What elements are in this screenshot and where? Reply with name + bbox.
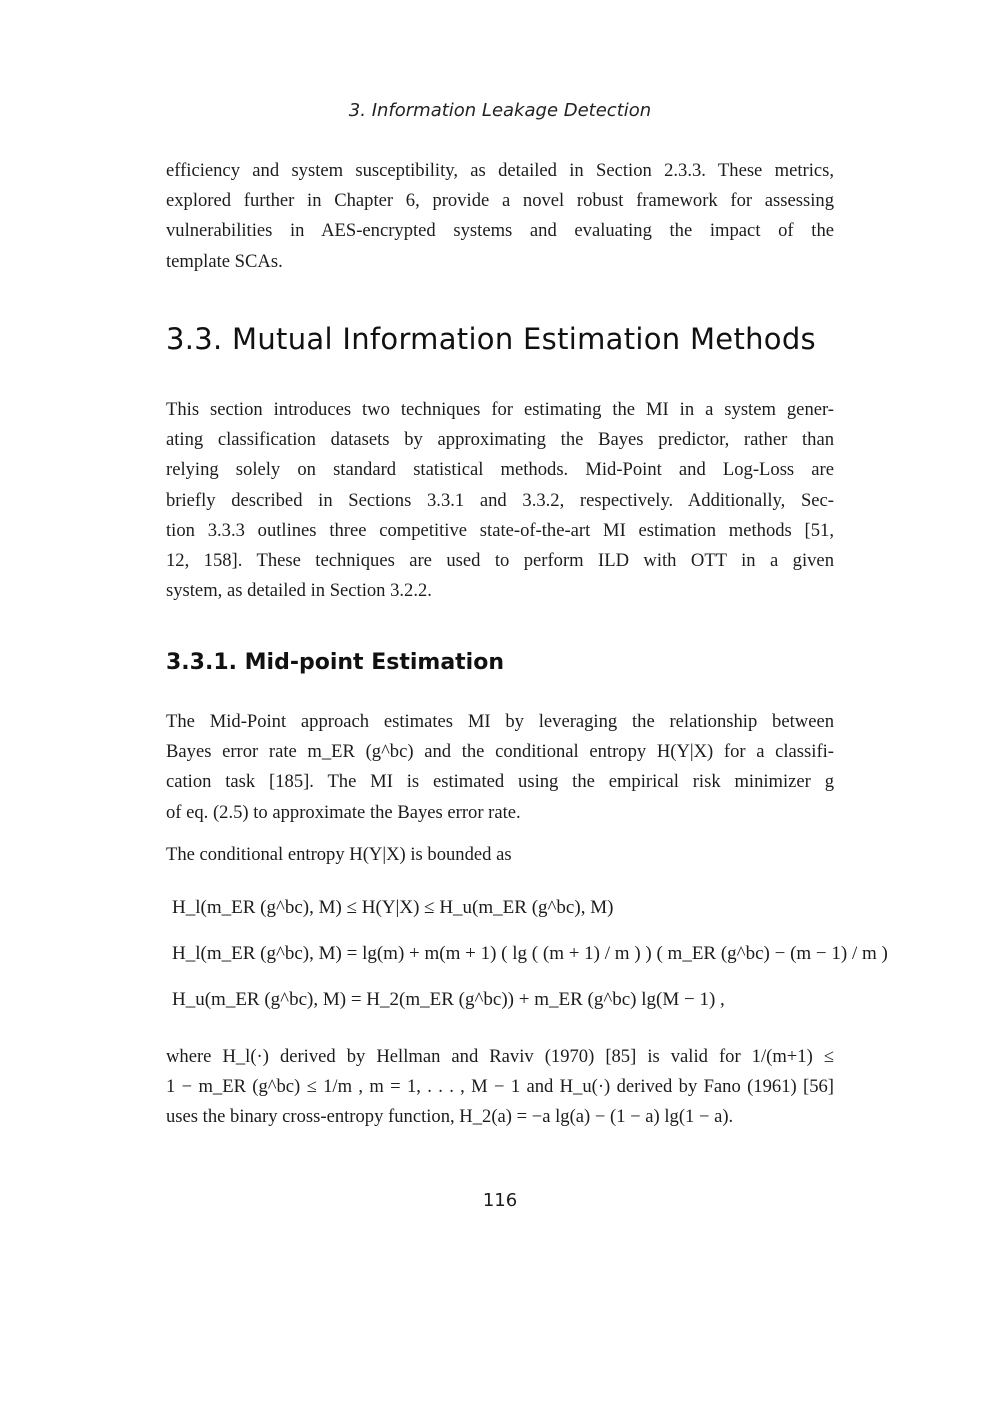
- subsection-heading: 3.3.1. Mid-point Estimation: [166, 650, 504, 675]
- text-line: of eq. (2.5) to approximate the Bayes error rate.: [166, 801, 521, 823]
- page-number: 116: [482, 1190, 518, 1211]
- text-line: This section introduces two techniques for estimating the MI in a system gener-: [166, 399, 834, 420]
- midpoint-paragraph: [166, 707, 834, 828]
- entropy-bound-intro: [166, 840, 834, 870]
- text-line: 12, 158]. These techniques are used to perform ILD with OTT in a given: [166, 549, 834, 571]
- text-line: The Mid-Point approach estimates MI by leveraging the relationship between: [166, 711, 834, 732]
- text-line: Bayes error rate m_ER (g^bc) and the conditional entropy H(Y|X) for a classifi-: [166, 741, 834, 763]
- equation-hellman-raviv: H_l(m_ER (g^bc), M) = lg(m) + m(m + 1) ( lg ( (m + 1) / m ) ) ( m_ER (g^bc) − (m − 1) / m ): [172, 943, 888, 964]
- equation-fano: H_u(m_ER (g^bc), M) = H_2(m_ER (g^bc)) + m_ER (g^bc) lg(M − 1) ,: [172, 989, 725, 1010]
- text-line: tion 3.3.3 outlines three competitive state-of-the-art MI estimation methods [51,: [166, 519, 834, 541]
- text-line: where H_l(·) derived by Hellman and Raviv (1970) [85] is valid for 1/(m+1) ≤: [166, 1046, 834, 1067]
- text-line: uses the binary cross-entropy function, H_2(a) = −a lg(a) − (1 − a) lg(1 − a).: [166, 1106, 734, 1128]
- text-line: briefly described in Sections 3.3.1 and 3.3.2, respectively. Additionally, Sec-: [166, 489, 834, 511]
- where-paragraph: [166, 1042, 834, 1133]
- text-line: vulnerabilities in AES-encrypted systems and evaluating the impact of the: [166, 220, 834, 242]
- running-header: 3. Information Leakage Detection: [348, 100, 652, 121]
- text-line: cation task [185]. The MI is estimated using the empirical risk minimizer g: [166, 771, 834, 793]
- text-line: template SCAs.: [166, 250, 283, 272]
- text-line: system, as detailed in Section 3.2.2.: [166, 580, 432, 602]
- text-line: 1 − m_ER (g^bc) ≤ 1/m , m = 1, . . . , M − 1 and H_u(·) derived by Fano (1961) [56]: [166, 1076, 834, 1098]
- section-heading: 3.3. Mutual Information Estimation Methods: [166, 322, 816, 356]
- text-line: The conditional entropy H(Y|X) is bounded as: [166, 844, 512, 865]
- text-line: ating classification datasets by approximating the Bayes predictor, rather than: [166, 429, 834, 451]
- section-paragraph: [166, 395, 834, 606]
- equation-bound: H_l(m_ER (g^bc), M) ≤ H(Y|X) ≤ H_u(m_ER (g^bc), M): [172, 897, 614, 918]
- text-line: explored further in Chapter 6, provide a novel robust framework for assessing: [166, 190, 834, 212]
- text-line: efficiency and system susceptibility, as detailed in Section 2.3.3. These metrics,: [166, 160, 834, 181]
- text-line: relying solely on standard statistical methods. Mid-Point and Log-Loss are: [166, 459, 834, 481]
- intro-paragraph: [166, 156, 834, 277]
